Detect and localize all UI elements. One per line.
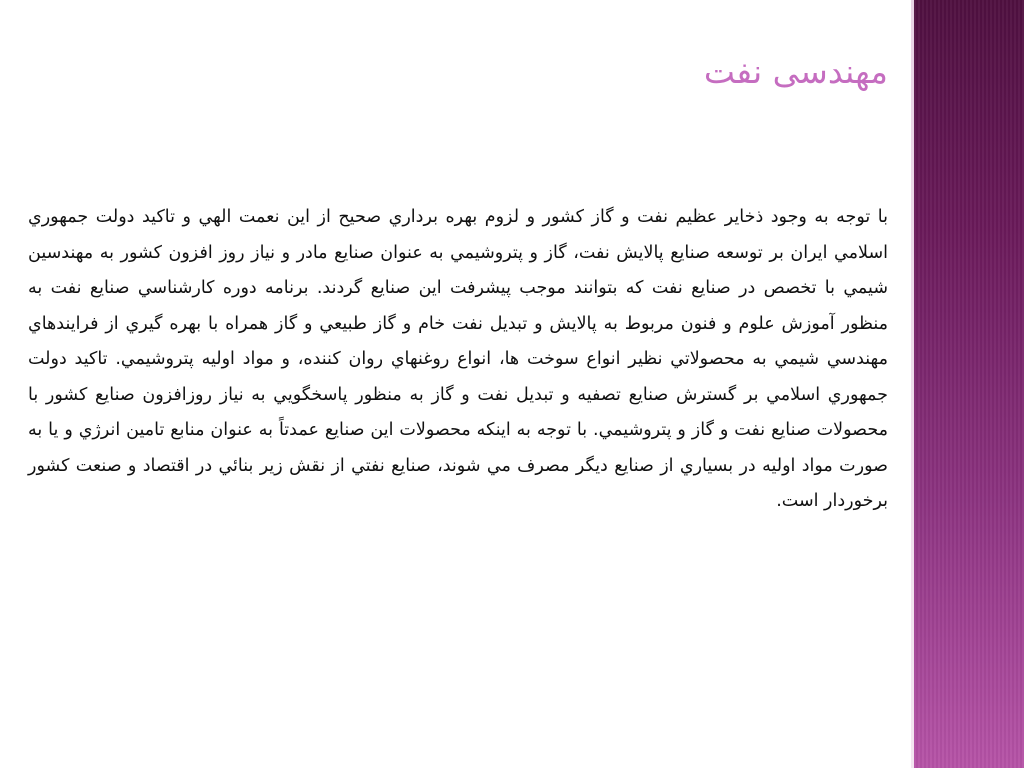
slide-body-text: با توجه به وجود ذخاير عظيم نفت و گاز كشور و لزوم بهره برداري صحيح از اين نعمت الهي و تاكيد دولت جمهوري اسلامي ايران بر توسعه صنايع پالايش نفت، گاز و پتروشيمي به عنوان صنايع مادر و نياز روز افزون كشور به مهندسين شيمي با تخصص در صنايع نفت كه بتوانند موجب پيشرفت اين صنايع گردند. برنامه دوره كارشناسي صنايع نفت به منظور آموزش علوم و فنون مربوط به پالايش و تبديل نفت خام و گاز طبيعي و گاز همراه با بهره گيري از فرايندهاي مهندسي شيمي به محصولاتي نظير انواع سوخت ها، انواع روغنهاي روان كننده، و مواد اوليه پتروشيمي. تاكيد دولت جمهوري اسلامي بر گسترش صنايع تصفيه و تبديل نفت و گاز به منظور پاسخگويي به نياز روزافزون صنايع كشور با محصولات صنايع نفت و گاز و پتروشيمي. با توجه به اينكه محصولات اين صنايع عمدتاً به عنوان منابع تامين انرژي و يا به صورت مواد اوليه در بسياري از صنايع ديگر مصرف مي شوند، صنايع نفتي از نقش زير بنائي در اقتصاد و صنعت كشور برخوردار است. [28, 207, 888, 511]
side-band-decoration [914, 0, 1024, 768]
slide-title: مهندسی نفت [703, 52, 888, 91]
